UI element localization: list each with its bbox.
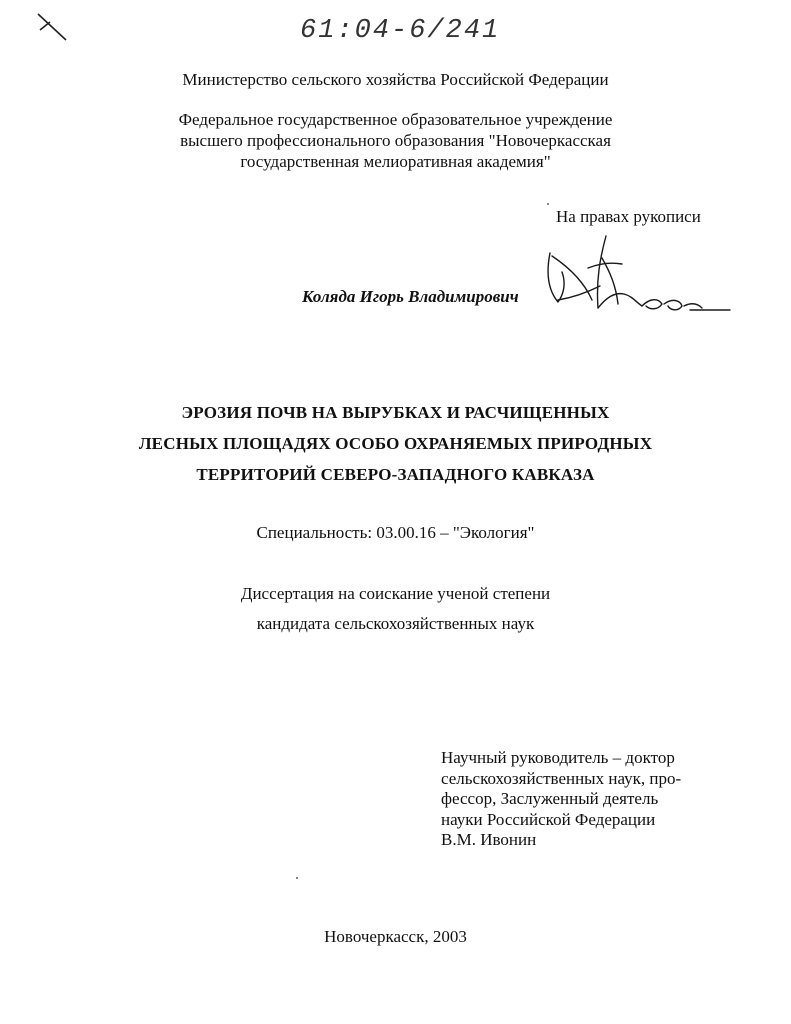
supervisor-block [441,748,681,851]
city-year: Новочеркасск, 2003 [324,927,467,946]
title-line: ТЕРРИТОРИЙ СЕВЕРО-ЗАПАДНОГО КАВКАЗА [196,465,595,484]
degree-statement [0,579,791,639]
author-name: Коляда Игорь Владимирович [302,287,519,306]
title-line: ЛЕСНЫХ ПЛОЩАДЯХ ОСОБО ОХРАНЯЕМЫХ ПРИРОДНЫХ [138,434,653,453]
supervisor-line: Научный руководитель – доктор [441,748,675,767]
supervisor-line: науки Российской Федерации [441,809,656,829]
author-signature [540,228,735,328]
supervisor-line: фессор, Заслуженный деятель [441,789,659,808]
supervisor-line: В.М. Ивонин [441,830,537,849]
dissertation-title [0,397,791,490]
title-line: ЭРОЗИЯ ПОЧВ НА ВЫРУБКАХ И РАСЧИЩЕННЫХ [181,403,610,422]
degree-line: кандидата сельскохозяйственных наук [256,614,535,633]
specialty: Специальность: 03.00.16 – "Экология" [256,523,535,542]
institution-line: государственная мелиоративная академия" [240,152,551,171]
institution-line: высшего профессионального образования "Новочеркасская [180,131,611,150]
institution-line: Федеральное государственное образовательное учреждение [178,110,613,129]
corner-scan-mark [36,10,70,44]
scan-speck [296,877,298,879]
scan-speck [547,203,549,205]
supervisor-line: сельскохозяйственных наук, про- [441,768,682,788]
ministry-name: Министерство сельского хозяйства Российской Федерации [182,70,609,89]
catalog-code: 61:04-6/241 [300,16,501,46]
institution-name [0,109,791,172]
degree-line: Диссертация на соискание ученой степени [240,584,551,603]
manuscript-note: На правах рукописи [556,207,701,226]
